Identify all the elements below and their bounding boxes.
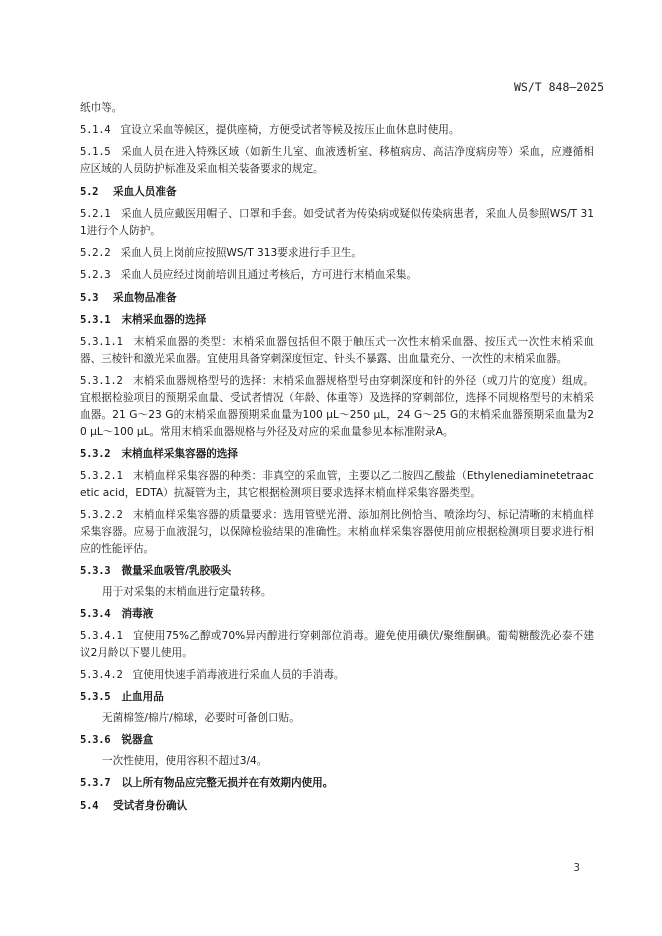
clause-5-2-2: 5.2.2 采血人员上岗前应按照WS/T 313要求进行手卫生。	[80, 247, 363, 259]
paragraph: 纸巾等。	[80, 102, 123, 114]
clause-5-3-4-1: 5.3.4.1 宜使用75%乙醇或70%异丙醇进行穿刺部位消毒。避免使用碘伏/聚维酮碘。葡萄糖酸洗必泰不建议2月龄以下婴儿使用。	[80, 630, 594, 659]
section-heading-5-4: 5.4 受试者身份确认	[80, 800, 188, 812]
subsection-heading-5-3-7: 5.3.7 以上所有物品应完整无损并在有效期内使用。	[80, 777, 334, 789]
clause-5-1-4: 5.1.4 宜设立采血等候区，提供座椅，方便受试者等候及按压止血休息时使用。	[80, 124, 460, 136]
subsection-heading-5-3-2: 5.3.2 末梢血样采集容器的选择	[80, 448, 238, 460]
clause-5-3-1-2: 5.3.1.2 末梢采血器规格型号的选择：末梢采血器规格型号由穿刺深度和针的外径（或刀片的宽度）组成。宜根据检验项目的预期采血量、受试者情况（年龄、体重等）及选择的穿刺部位，选择不同规格型号的末梢采血器。21 G～23 G的末梢采血器预期采血量为100 μL～250 μL，24 G～25 G的末梢采血器预期采血量为20 μL～100 μL。常用末梢采血器规格与外径及对应的采血量参见本标准附录A。	[80, 375, 594, 438]
paragraph: 无菌棉签/棉片/棉球，必要时可备创口贴。	[102, 712, 300, 724]
paragraph: 一次性使用，使用容积不超过3/4。	[102, 755, 268, 767]
section-heading-5-3: 5.3 采血物品准备	[80, 292, 177, 304]
clause-5-2-3: 5.2.3 采血人员应经过岗前培训且通过考核后，方可进行末梢血采集。	[80, 269, 418, 281]
subsection-heading-5-3-1: 5.3.1 末梢采血器的选择	[80, 314, 207, 326]
clause-5-3-4-2: 5.3.4.2 宜使用快速手消毒液进行采血人员的手消毒。	[80, 669, 345, 681]
subsection-heading-5-3-6: 5.3.6 锐器盒	[80, 734, 154, 746]
subsection-heading-5-3-3: 5.3.3 微量采血吸管/乳胶吸头	[80, 565, 232, 577]
section-heading-5-2: 5.2 采血人员准备	[80, 186, 177, 198]
clause-5-2-1: 5.2.1 采血人员应戴医用帽子、口罩和手套。如受试者为传染病或疑似传染病患者，采血人员参照WS/T 311进行个人防护。	[80, 208, 594, 237]
clause-5-3-2-2: 5.3.2.2 末梢血样采集容器的质量要求：选用管壁光滑、添加剂比例恰当、喷涂均匀、标记清晰的末梢血样采集容器。应易于血液混匀，以保障检验结果的准确性。末梢血样采集容器使用前应根据检测项目要求进行相应的性能评估。	[80, 509, 594, 555]
clause-5-3-2-1: 5.3.2.1 末梢血样采集容器的种类：非真空的采血管，主要以乙二胺四乙酸盐（Ethylenediaminetetraacetic acid，EDTA）抗凝管为主，其它根据检测项目要求选择末梢血样采集容器类型。	[80, 470, 594, 499]
clause-5-1-5: 5.1.5 采血人员在进入特殊区域（如新生儿室、血液透析室、移植病房、高洁净度病房等）采血，应遵循相应区域的人员防护标准及采血相关装备要求的规定。	[80, 146, 594, 175]
clause-5-3-1-1: 5.3.1.1 末梢采血器的类型：末梢采血器包括但不限于触压式一次性末梢采血器、按压式一次性末梢采血器、三棱针和激光采血器。宜使用具备穿刺深度恒定、针头不暴露、出血量充分、一次性的末梢采血器。	[80, 336, 595, 365]
paragraph: 用于对采集的末梢血进行定量转移。	[102, 586, 272, 598]
page-number: 3	[573, 862, 580, 874]
subsection-heading-5-3-4: 5.3.4 消毒液	[80, 608, 154, 620]
document-body	[80, 100, 594, 815]
standard-code: WS/T 848—2025	[513, 80, 604, 94]
subsection-heading-5-3-5: 5.3.5 止血用品	[80, 691, 164, 703]
